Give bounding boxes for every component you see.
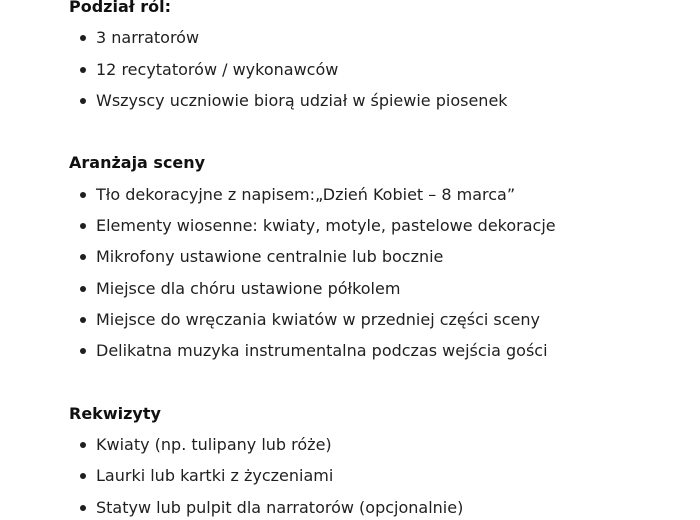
bullet-icon	[80, 286, 86, 292]
list-item-text: Laurki lub kartki z życzeniami	[96, 466, 334, 486]
bullet-icon	[80, 505, 86, 511]
list-item	[69, 496, 689, 520]
document-body	[69, 0, 689, 520]
section-roles	[69, 0, 689, 113]
list-item-text: Mikrofony ustawione centralnie lub bocznie	[96, 247, 444, 267]
list-item	[69, 308, 689, 332]
section-heading: Podział ról:	[69, 0, 172, 16]
bullet-list	[69, 433, 689, 520]
section-heading: Rekwizyty	[69, 403, 161, 423]
list-item-text: Miejsce do wręczania kwiatów w przedniej części sceny	[96, 309, 541, 329]
bullet-icon	[80, 223, 86, 229]
list-item-text: Statyw lub pulpit dla narratorów (opcjonalnie)	[96, 497, 464, 517]
list-item-text: Wszyscy uczniowie biorą udział w śpiewie piosenek	[96, 90, 508, 110]
list-item-text: Elementy wiosenne: kwiaty, motyle, pastelowe dekoracje	[96, 216, 556, 236]
list-item	[69, 277, 689, 301]
list-item	[69, 214, 689, 238]
section-heading: Aranżaja sceny	[69, 153, 206, 173]
list-item	[69, 183, 689, 207]
list-item	[69, 26, 689, 50]
bullet-icon	[80, 442, 86, 448]
list-item-text: Tło dekoracyjne z napisem:„Dzień Kobiet – 8 marca”	[96, 184, 516, 204]
list-item	[69, 464, 689, 488]
bullet-icon	[80, 473, 86, 479]
list-item	[69, 339, 689, 363]
bullet-icon	[80, 192, 86, 198]
list-item-text: Miejsce dla chóru ustawione półkolem	[96, 278, 401, 298]
bullet-icon	[80, 98, 86, 104]
list-item-text: 12 recytatorów / wykonawców	[96, 59, 339, 79]
list-item	[69, 58, 689, 82]
bullet-list	[69, 183, 689, 363]
bullet-icon	[80, 348, 86, 354]
list-item	[69, 245, 689, 269]
list-item	[69, 89, 689, 113]
section-props	[69, 402, 689, 520]
bullet-icon	[80, 67, 86, 73]
list-item-text: Delikatna muzyka instrumentalna podczas wejścia gości	[96, 341, 548, 361]
bullet-icon	[80, 317, 86, 323]
bullet-icon	[80, 35, 86, 41]
list-item	[69, 433, 689, 457]
bullet-icon	[80, 254, 86, 260]
list-item-text: 3 narratorów	[96, 28, 200, 48]
list-item-text: Kwiaty (np. tulipany lub róże)	[96, 435, 332, 455]
bullet-list	[69, 26, 689, 113]
section-stage-arrangement	[69, 151, 689, 363]
